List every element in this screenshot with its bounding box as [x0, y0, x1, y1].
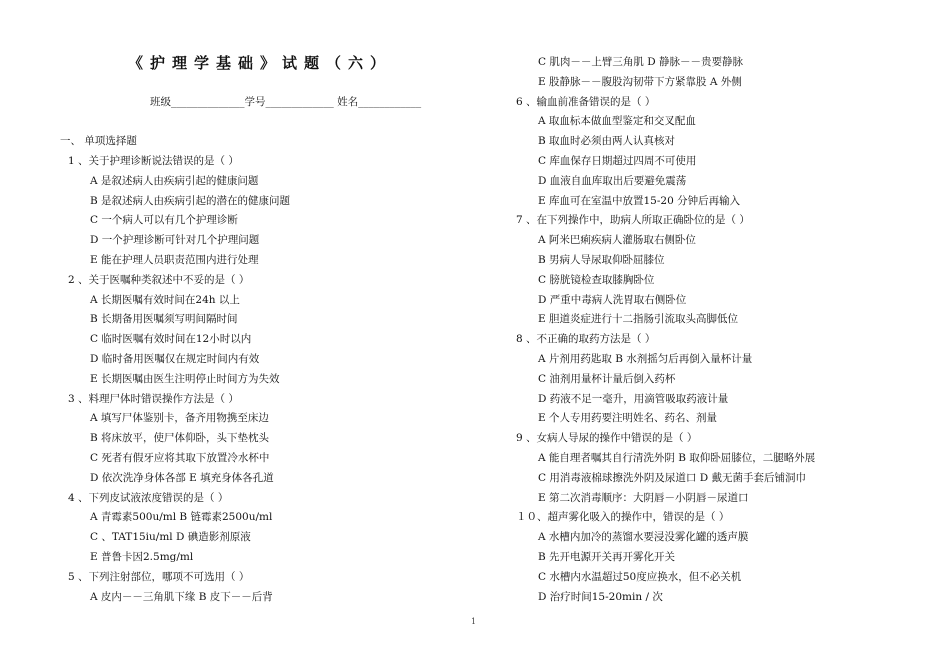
answer-option: C 死者有假牙应将其取下放置冷水杯中 — [90, 452, 270, 464]
answer-option: E 长期医嘱由医生注明停止时间方为失效 — [90, 372, 280, 385]
answer-option: B 长期备用医嘱须写明间隔时间 — [90, 313, 238, 326]
question-stem: 2 、关于医嘱种类叙述中不妥的是（ ） — [68, 273, 250, 286]
answer-option: C 肌肉－－上臂三角肌 D 静脉－－贵要静脉 — [538, 56, 743, 68]
answer-option: A 长期医嘱有效时间在24h 以上 — [90, 293, 240, 306]
question-stem: 6 、输血前准备错误的是（ ） — [516, 95, 656, 108]
answer-option: A 片剂用药匙取 B 水剂摇匀后再倒入量杯计量 — [538, 353, 753, 365]
answer-option: E 胆道炎症进行十二指肠引流取头高脚低位 — [538, 313, 739, 326]
answer-option: C 临时医嘱有效时间在12小时以内 — [90, 333, 252, 346]
answer-option: C 库血保存日期超过四周不可使用 — [538, 155, 697, 167]
question-stem: 9 、女病人导尿的操作中错误的是（ ） — [516, 432, 698, 445]
answer-option: E 普鲁卡因2.5mg/ml — [90, 551, 194, 563]
answer-option: B 取血时必须由两人认真核对 — [538, 135, 676, 148]
answer-option: C 用消毒液棉球擦洗外阴及尿道口 D 戴无菌手套后铺洞巾 — [538, 471, 806, 484]
question-stem: 5 、下列注射部位，哪项不可选用（ ） — [68, 570, 250, 583]
answer-option: D 依次洗净身体各部 E 填充身体各孔道 — [90, 471, 274, 484]
question-stem: 3 、料理尸体时错误操作方法是（ ） — [68, 392, 239, 405]
answer-option: D 临时备用医嘱仅在规定时间内有效 — [90, 353, 260, 365]
question-stem: 1 、关于护理诊断说法错误的是（ ） — [68, 155, 239, 167]
answer-option: E 能在护理人员职责范围内进行处理 — [90, 254, 259, 266]
page-title: 《护理学基础》试题（六） — [128, 54, 393, 72]
answer-option: A 皮内－－三角肌下缘 B 皮下－－后背 — [90, 590, 273, 603]
answer-option: E 股静脉－－腹股沟韧带下方紧靠股 A 外侧 — [538, 75, 742, 88]
answer-option: A 水槽内加冷的蒸馏水要浸没雾化罐的透声膜 — [538, 531, 749, 544]
answer-option: B 先开电源开关再开雾化开关 — [538, 551, 676, 563]
answer-option: C 膀胱镜检查取膝胸卧位 — [538, 273, 655, 286]
answer-option: D 一个护理诊断可针对几个护理问题 — [90, 234, 260, 247]
answer-option: D 血液自血库取出后要避免震荡 — [538, 174, 687, 187]
answer-option: A 是叙述病人由疾病引起的健康问题 — [90, 174, 259, 187]
question-stem: 4 、下列皮试液浓度错误的是（ ） — [68, 491, 229, 504]
answer-option: C 一个病人可以有几个护理诊断 — [90, 214, 238, 227]
answer-option: A 青霉素500u/ml B 链霉素2500u/ml — [90, 511, 273, 524]
answer-option: E 第二次消毒顺序：大阴唇－小阴唇－尿道口 — [538, 491, 749, 504]
question-stem: 8 、不正确的取药方法是（ ） — [516, 333, 656, 346]
answer-option: A 取血标本做血型鉴定和交叉配血 — [538, 115, 696, 128]
answer-option: D 严重中毒病人洗胃取右侧卧位 — [538, 293, 687, 306]
page-number: 1 — [471, 617, 477, 626]
section-heading: 一、 单项选择题 — [60, 135, 137, 147]
answer-option: C 、TAT15iu/ml D 碘造影剂原液 — [90, 531, 251, 544]
answer-option: A 能自理者嘱其自行清洗外阴 B 取仰卧屈膝位，二腿略外展 — [538, 452, 816, 464]
answer-option: D 治疗时间15-20min / 次 — [538, 590, 663, 603]
answer-option: D 药液不足一毫升，用滴管吸取药液计量 — [538, 392, 729, 405]
answer-option: E 库血可在室温中放置15-20 分钟后再输入 — [538, 194, 741, 207]
answer-option: A 阿米巴痢疾病人灌肠取右侧卧位 — [538, 234, 696, 247]
answer-option: B 将床放平，使尸体仰卧，头下垫枕头 — [90, 432, 270, 445]
question-stem: １０、超声雾化吸入的操作中，错误的是（ ） — [516, 511, 730, 524]
answer-option: C 水槽内水温超过50度应换水，但不必关机 — [538, 570, 742, 583]
answer-option: E 个人专用药要注明姓名、药名、剂量 — [538, 412, 718, 425]
answer-option: B 是叙述病人由疾病引起的潜在的健康问题 — [90, 194, 291, 207]
student-info-line: 班级______________学号_____________ 姓名____________ — [150, 96, 422, 108]
answer-option: C 油剂用量杯计量后倒入药杯 — [538, 372, 676, 385]
answer-option: A 填写尸体鉴别卡，备齐用物携至床边 — [90, 412, 269, 425]
question-stem: 7 、在下列操作中，助病人所取正确卧位的是（ ） — [516, 214, 750, 227]
answer-option: B 男病人导尿取仰卧屈膝位 — [538, 254, 665, 266]
